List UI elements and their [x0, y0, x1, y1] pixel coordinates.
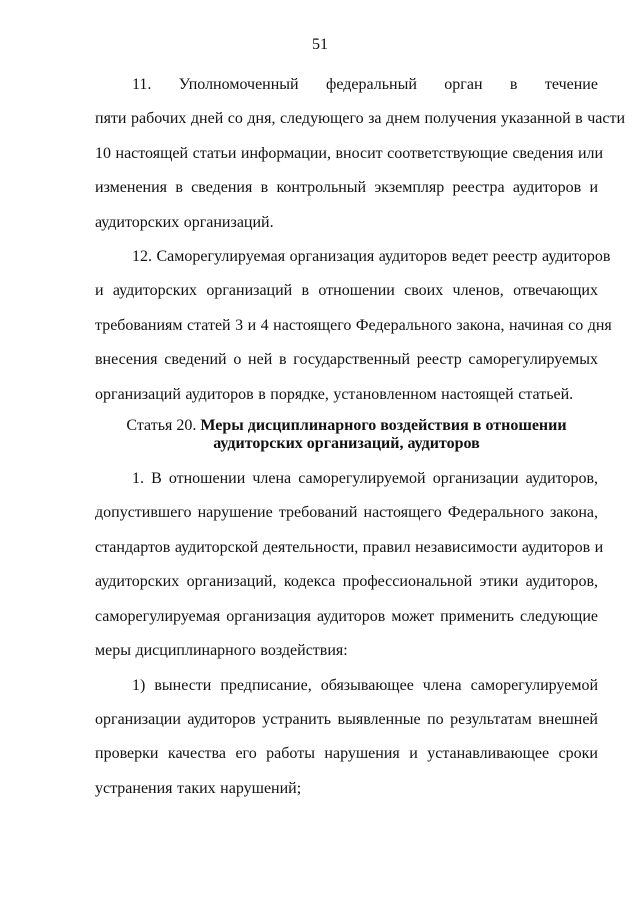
article-heading	[95, 417, 598, 453]
paragraph-11-line-5: аудиторских организаций.	[95, 213, 274, 231]
article-20-p1-line-1: 1. В отношении члена саморегулируемой организации аудиторов,	[132, 470, 598, 488]
article-20-item-1	[95, 669, 598, 807]
paragraph-11	[95, 68, 626, 240]
article-20-p1-line-6: меры дисциплинарного воздействия:	[95, 642, 348, 660]
paragraph-11-word: федеральный	[326, 76, 417, 93]
paragraph-12-line-5: организаций аудиторов в порядке, установленном настоящей статьей.	[95, 385, 574, 403]
article-20-item-1-line-1: 1) вынести предписание, обязывающее члена саморегулируемой	[132, 676, 598, 694]
article-20-item-1-line-2: организации аудиторов устранить выявленные по результатам внешней	[95, 710, 598, 728]
article-heading-line-1	[95, 417, 598, 435]
paragraph-11-word: орган	[444, 76, 483, 93]
article-title-part-1: Меры дисциплинарного воздействия в отношении	[200, 417, 567, 435]
paragraph-11-line-1	[95, 68, 598, 102]
paragraph-12	[95, 240, 612, 412]
article-20-p1-line-2: допустившего нарушение требований настоящего Федерального закона,	[95, 504, 598, 522]
paragraph-11-word: в	[509, 76, 518, 93]
paragraph-11-line-3: 10 настоящей статьи информации, вносит соответствующие сведения или	[95, 144, 604, 162]
article-20-item-1-line-4: устранения таких нарушений;	[95, 779, 302, 797]
document-body	[95, 68, 626, 806]
page-number: 51	[312, 36, 328, 53]
article-label: Статья 20.	[126, 417, 197, 435]
article-20-p1-line-4: аудиторских организаций, кодекса профессиональной этики аудиторов,	[95, 573, 598, 591]
paragraph-12-line-1: 12. Саморегулируемая организация аудиторов ведет реестр аудиторов	[132, 248, 611, 266]
article-20-p1-line-5: саморегулируемая организация аудиторов может применить следующие	[95, 607, 598, 625]
article-title-part-2: аудиторских организаций, аудиторов	[213, 435, 480, 453]
paragraph-11-word: течение	[544, 76, 598, 93]
article-20-paragraph-1	[95, 462, 604, 668]
article-20-item-1-line-3: проверки качества его работы нарушения и устанавливающее сроки	[95, 745, 598, 763]
paragraph-11-line-4: изменения в сведения в контрольный экземпляр реестра аудиторов и	[95, 179, 598, 197]
paragraph-12-line-2: и аудиторских организаций в отношении своих членов, отвечающих	[95, 282, 598, 300]
paragraph-11-number: 11.	[132, 76, 152, 93]
paragraph-11-line-2: пяти рабочих дней со дня, следующего за днем получения указанной в части	[95, 110, 626, 128]
paragraph-11-word: Уполномоченный	[178, 76, 299, 93]
paragraph-12-line-4: внесения сведений о ней в государственный реестр саморегулируемых	[95, 351, 598, 369]
paragraph-12-line-3: требованиям статей 3 и 4 настоящего Федерального закона, начиная со дня	[95, 316, 612, 334]
article-20-p1-line-3: стандартов аудиторской деятельности, правил независимости аудиторов и	[95, 538, 604, 556]
